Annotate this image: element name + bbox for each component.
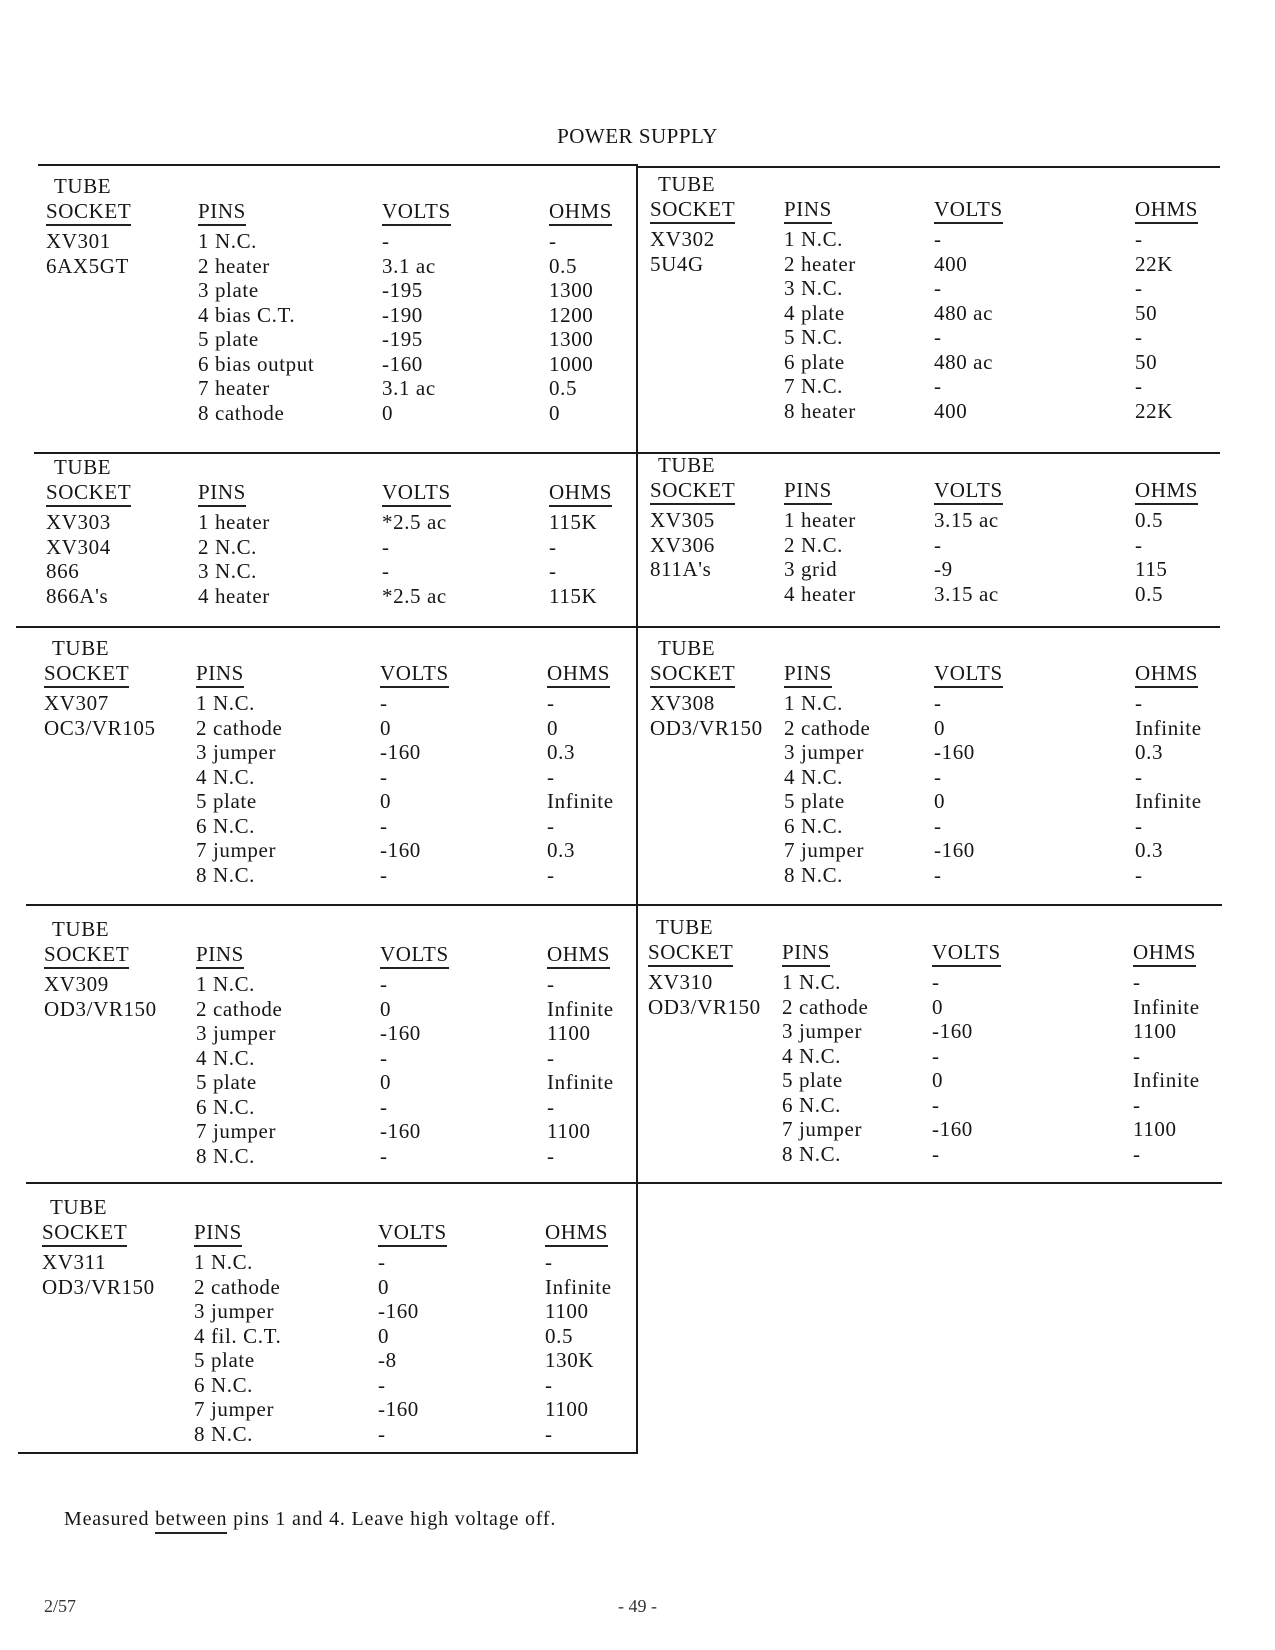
socket-label: OD3/VR150 [650, 715, 763, 740]
volts-cell: -9 [934, 557, 953, 581]
volts-cell: - [934, 227, 942, 251]
footnote-underlined: between [155, 1508, 227, 1534]
ohms-cell: Infinite [547, 789, 614, 813]
ohms-cell: - [1135, 276, 1143, 300]
ohms-cell: - [545, 1250, 553, 1274]
column-divider [636, 164, 638, 1454]
volts-cell: - [932, 1043, 940, 1068]
socket-label: XV307 [44, 691, 109, 715]
volts-cell: - [934, 374, 942, 398]
pin-cell: 2 heater [784, 251, 856, 276]
volts-cell: -160 [932, 1117, 973, 1141]
pin-cell: 7 heater [198, 376, 270, 400]
ohms-cell: - [1133, 970, 1141, 994]
socket-label: 866A's [46, 583, 109, 608]
pins-header: PINS [198, 480, 246, 507]
ohms-cell: 0.3 [547, 740, 576, 764]
tube-header: TUBE [658, 453, 716, 477]
socket-header: SOCKET [44, 661, 129, 688]
volts-cell: - [932, 1092, 940, 1117]
volts-cell: - [934, 532, 942, 557]
ohms-cell: 0.5 [545, 1323, 574, 1348]
ohms-cell: - [547, 862, 555, 887]
socket-label: OD3/VR150 [44, 996, 157, 1021]
ohms-cell: 1100 [545, 1299, 589, 1323]
ohms-cell: 0.3 [547, 838, 576, 862]
pin-cell: 5 plate [194, 1348, 255, 1372]
pins-header: PINS [194, 1220, 242, 1247]
pin-cell: 6 N.C. [782, 1092, 842, 1117]
volts-cell: - [932, 970, 940, 994]
ohms-cell: 0.5 [1135, 508, 1164, 532]
ohms-cell: 1300 [549, 327, 594, 351]
pin-cell: 6 N.C. [196, 1094, 256, 1119]
socket-header: SOCKET [650, 478, 735, 505]
socket-label: OC3/VR105 [44, 715, 156, 740]
pin-cell: 4 heater [784, 581, 856, 606]
pin-cell: 5 plate [196, 789, 257, 813]
pin-cell: 4 N.C. [782, 1043, 842, 1068]
ohms-cell: 50 [1135, 300, 1158, 325]
tube-header: TUBE [52, 917, 110, 941]
volts-cell: 3.15 ac [934, 581, 999, 606]
rule-row1-left [34, 452, 638, 454]
pin-cell: 8 N.C. [196, 1143, 256, 1168]
socket-label: XV309 [44, 972, 109, 996]
volts-cell: 400 [934, 251, 968, 276]
ohms-cell: Infinite [1135, 789, 1202, 813]
pins-header: PINS [784, 478, 832, 505]
volts-cell: - [380, 1143, 388, 1168]
footnote-start: Measured [64, 1508, 156, 1530]
pins-header: PINS [196, 942, 244, 969]
socket-label: XV304 [46, 534, 111, 559]
socket-label: XV311 [42, 1250, 107, 1274]
ohms-cell: 1000 [549, 351, 594, 376]
ohms-cell: 50 [1135, 349, 1158, 374]
socket-label: XV306 [650, 532, 715, 557]
pin-cell: 7 jumper [784, 838, 865, 862]
pin-cell: 4 bias C.T. [198, 302, 296, 327]
ohms-header: OHMS [545, 1220, 608, 1247]
pin-cell: 4 plate [784, 300, 845, 325]
volts-cell: 0 [382, 400, 394, 425]
volts-cell: 0 [378, 1323, 390, 1348]
volts-header: VOLTS [378, 1220, 447, 1247]
volts-cell: 0 [380, 715, 392, 740]
pin-cell: 7 jumper [782, 1117, 863, 1141]
pin-cell: 8 N.C. [194, 1421, 254, 1446]
pin-cell: 6 plate [784, 349, 845, 374]
socket-label: 6AX5GT [46, 253, 129, 278]
tube-header: TUBE [658, 636, 716, 660]
ohms-cell: 115K [549, 583, 598, 608]
ohms-cell: 1100 [1133, 1117, 1177, 1141]
socket-label: XV302 [650, 227, 715, 251]
ohms-cell: 22K [1135, 251, 1173, 276]
socket-header: SOCKET [648, 940, 733, 967]
ohms-cell: Infinite [1133, 994, 1200, 1019]
volts-cell: 0 [380, 789, 392, 813]
ohms-cell: - [1133, 1141, 1141, 1166]
volts-cell: -160 [934, 838, 975, 862]
volts-header: VOLTS [934, 661, 1003, 688]
ohms-cell: - [547, 1094, 555, 1119]
volts-cell: - [382, 559, 390, 583]
volts-cell: 480 ac [934, 349, 993, 374]
rule-bottom [18, 1452, 638, 1454]
pin-cell: 5 plate [784, 789, 845, 813]
pin-cell: 1 N.C. [784, 691, 844, 715]
ohms-cell: 115K [549, 510, 598, 534]
footnote-end: pins 1 and 4. Leave high voltage off. [227, 1508, 557, 1530]
volts-cell: - [932, 1141, 940, 1166]
volts-cell: - [382, 534, 390, 559]
volts-cell: 3.15 ac [934, 508, 999, 532]
ohms-cell: 115 [1135, 557, 1168, 581]
pin-cell: 8 N.C. [196, 862, 256, 887]
socket-header: SOCKET [650, 197, 735, 224]
pin-cell: 7 jumper [196, 838, 277, 862]
volts-cell: - [934, 764, 942, 789]
volts-cell: 3.1 ac [382, 253, 436, 278]
pins-header: PINS [196, 661, 244, 688]
volts-cell: - [380, 764, 388, 789]
volts-cell: -195 [382, 327, 423, 351]
pin-cell: 2 cathode [196, 715, 283, 740]
ohms-cell: - [1133, 1092, 1141, 1117]
ohms-cell: Infinite [547, 1070, 614, 1094]
pin-cell: 3 jumper [782, 1019, 863, 1043]
volts-header: VOLTS [382, 199, 451, 226]
pin-cell: 1 N.C. [196, 691, 256, 715]
volts-cell: - [380, 691, 388, 715]
pin-cell: 2 cathode [784, 715, 871, 740]
page-title: POWER SUPPLY [557, 124, 718, 148]
volts-cell: - [934, 862, 942, 887]
pin-cell: 3 jumper [784, 740, 865, 764]
volts-cell: -160 [932, 1019, 973, 1043]
pin-cell: 6 bias output [198, 351, 315, 376]
pin-cell: 1 heater [784, 508, 856, 532]
volts-cell: - [378, 1250, 386, 1274]
ohms-cell: 1100 [547, 1021, 591, 1045]
ohms-cell: - [547, 1143, 555, 1168]
volts-header: VOLTS [380, 942, 449, 969]
volts-header: VOLTS [934, 197, 1003, 224]
ohms-cell: - [547, 972, 555, 996]
pin-cell: 1 heater [198, 510, 270, 534]
volts-cell: -160 [380, 740, 421, 764]
pin-cell: 6 N.C. [194, 1372, 254, 1397]
pin-cell: 1 N.C. [782, 970, 842, 994]
ohms-cell: 1300 [549, 278, 594, 302]
pin-cell: 6 N.C. [784, 813, 844, 838]
volts-cell: 0 [932, 994, 944, 1019]
ohms-cell: 0.5 [1135, 581, 1164, 606]
volts-cell: -160 [382, 351, 423, 376]
ohms-cell: 0.3 [1135, 838, 1164, 862]
pin-cell: 1 N.C. [194, 1250, 254, 1274]
ohms-header: OHMS [549, 480, 612, 507]
volts-cell: -190 [382, 302, 423, 327]
tube-header: TUBE [54, 174, 112, 198]
socket-header: SOCKET [46, 199, 131, 226]
pins-header: PINS [784, 661, 832, 688]
volts-cell: - [378, 1421, 386, 1446]
socket-label: XV310 [648, 970, 713, 994]
ohms-cell: - [1135, 325, 1143, 349]
volts-cell: - [934, 813, 942, 838]
socket-header: SOCKET [42, 1220, 127, 1247]
ohms-cell: - [547, 691, 555, 715]
pin-cell: 3 jumper [196, 1021, 277, 1045]
volts-cell: - [380, 813, 388, 838]
tube-header: TUBE [54, 455, 112, 479]
tube-header: TUBE [656, 915, 714, 939]
volts-header: VOLTS [934, 478, 1003, 505]
page-number: - 49 - [618, 1596, 657, 1616]
pin-cell: 2 cathode [196, 996, 283, 1021]
pin-cell: 4 fil. C.T. [194, 1323, 282, 1348]
volts-cell: 0 [934, 789, 946, 813]
ohms-cell: Infinite [545, 1274, 612, 1299]
socket-header: SOCKET [44, 942, 129, 969]
volts-cell: - [380, 1094, 388, 1119]
volts-header: VOLTS [932, 940, 1001, 967]
volts-cell: -8 [378, 1348, 397, 1372]
pin-cell: 3 jumper [196, 740, 277, 764]
socket-label: XV305 [650, 508, 715, 532]
ohms-header: OHMS [547, 661, 610, 688]
tube-header: TUBE [658, 172, 716, 196]
pin-cell: 4 N.C. [196, 764, 256, 789]
volts-cell: - [378, 1372, 386, 1397]
rule-row4 [26, 1182, 1222, 1184]
pin-cell: 6 N.C. [196, 813, 256, 838]
volts-cell: -160 [378, 1299, 419, 1323]
socket-label: OD3/VR150 [648, 994, 761, 1019]
ohms-cell: 1100 [547, 1119, 591, 1143]
ohms-cell: Infinite [1133, 1068, 1200, 1092]
volts-cell: 0 [380, 1070, 392, 1094]
socket-label: XV303 [46, 510, 111, 534]
pin-cell: 2 N.C. [198, 534, 258, 559]
volts-cell: 0 [932, 1068, 944, 1092]
tube-header: TUBE [50, 1195, 108, 1219]
volts-cell: -160 [380, 1119, 421, 1143]
volts-cell: -160 [380, 1021, 421, 1045]
pin-cell: 3 N.C. [198, 559, 258, 583]
ohms-cell: - [1135, 691, 1143, 715]
pin-cell: 3 grid [784, 557, 838, 581]
ohms-cell: - [1135, 374, 1143, 398]
ohms-cell: Infinite [1135, 715, 1202, 740]
socket-label: XV301 [46, 229, 111, 253]
volts-cell: -160 [934, 740, 975, 764]
pin-cell: 7 jumper [196, 1119, 277, 1143]
pin-cell: 8 cathode [198, 400, 285, 425]
volts-cell: - [380, 1045, 388, 1070]
volts-cell: 0 [380, 996, 392, 1021]
volts-cell: - [934, 325, 942, 349]
footer-date: 2/57 [44, 1596, 77, 1616]
pin-cell: 5 plate [196, 1070, 257, 1094]
pin-cell: 1 N.C. [196, 972, 256, 996]
ohms-header: OHMS [1135, 478, 1198, 505]
volts-cell: 0 [934, 715, 946, 740]
ohms-cell: - [545, 1372, 553, 1397]
ohms-cell: 1200 [549, 302, 594, 327]
socket-label: 5U4G [650, 251, 704, 276]
pin-cell: 2 cathode [194, 1274, 281, 1299]
ohms-cell: 0.3 [1135, 740, 1164, 764]
volts-cell: 0 [378, 1274, 390, 1299]
volts-cell: 480 ac [934, 300, 993, 325]
socket-header: SOCKET [650, 661, 735, 688]
ohms-cell: - [549, 559, 557, 583]
ohms-cell: 0 [549, 400, 561, 425]
socket-label: XV308 [650, 691, 715, 715]
pin-cell: 1 N.C. [784, 227, 844, 251]
ohms-cell: 130K [545, 1348, 595, 1372]
volts-cell: - [380, 972, 388, 996]
tube-header: TUBE [52, 636, 110, 660]
ohms-cell: 0 [547, 715, 559, 740]
ohms-cell: - [547, 813, 555, 838]
ohms-cell: 22K [1135, 398, 1173, 423]
pin-cell: 7 jumper [194, 1397, 275, 1421]
ohms-cell: - [1135, 532, 1143, 557]
pin-cell: 5 plate [198, 327, 259, 351]
pin-cell: 3 plate [198, 278, 259, 302]
ohms-header: OHMS [1135, 197, 1198, 224]
volts-cell: - [382, 229, 390, 253]
ohms-cell: - [1135, 227, 1143, 251]
ohms-header: OHMS [547, 942, 610, 969]
volts-cell: *2.5 ac [382, 510, 447, 534]
ohms-cell: 0.5 [549, 376, 578, 400]
ohms-cell: - [1135, 813, 1143, 838]
pin-cell: 8 N.C. [782, 1141, 842, 1166]
ohms-header: OHMS [1133, 940, 1196, 967]
ohms-cell: - [549, 534, 557, 559]
ohms-cell: Infinite [547, 996, 614, 1021]
ohms-cell: 1100 [1133, 1019, 1177, 1043]
volts-cell: -160 [380, 838, 421, 862]
socket-label: 811A's [650, 557, 712, 581]
pins-header: PINS [782, 940, 830, 967]
pin-cell: 5 plate [782, 1068, 843, 1092]
volts-cell: 400 [934, 398, 968, 423]
pin-cell: 1 N.C. [198, 229, 258, 253]
socket-label: 866 [46, 559, 80, 583]
pin-cell: 4 N.C. [784, 764, 844, 789]
socket-label: OD3/VR150 [42, 1274, 155, 1299]
ohms-cell: 0.5 [549, 253, 578, 278]
volts-header: VOLTS [380, 661, 449, 688]
pin-cell: 7 N.C. [784, 374, 844, 398]
pin-cell: 4 heater [198, 583, 270, 608]
ohms-cell: - [1135, 764, 1143, 789]
rule-row1-right [638, 452, 1220, 454]
volts-cell: 3.1 ac [382, 376, 436, 400]
pin-cell: 2 heater [198, 253, 270, 278]
pin-cell: 5 N.C. [784, 325, 844, 349]
ohms-cell: - [1133, 1043, 1141, 1068]
pin-cell: 8 N.C. [784, 862, 844, 887]
volts-cell: - [934, 691, 942, 715]
rule-row3 [26, 904, 1222, 906]
pin-cell: 2 N.C. [784, 532, 844, 557]
socket-header: SOCKET [46, 480, 131, 507]
ohms-cell: - [547, 764, 555, 789]
volts-cell: -195 [382, 278, 423, 302]
pin-cell: 3 N.C. [784, 276, 844, 300]
rule-row2 [16, 626, 1220, 628]
volts-header: VOLTS [382, 480, 451, 507]
pin-cell: 3 jumper [194, 1299, 275, 1323]
ohms-cell: - [547, 1045, 555, 1070]
pins-header: PINS [784, 197, 832, 224]
volts-cell: - [380, 862, 388, 887]
rule-top-left [38, 164, 638, 166]
ohms-cell: - [549, 229, 557, 253]
volts-cell: - [934, 276, 942, 300]
ohms-header: OHMS [549, 199, 612, 226]
pin-cell: 4 N.C. [196, 1045, 256, 1070]
pin-cell: 2 cathode [782, 994, 869, 1019]
ohms-cell: - [545, 1421, 553, 1446]
pins-header: PINS [198, 199, 246, 226]
pin-cell: 8 heater [784, 398, 856, 423]
footnote [64, 1508, 556, 1531]
volts-cell: *2.5 ac [382, 583, 447, 608]
rule-top-right [638, 166, 1220, 168]
ohms-cell: - [1135, 862, 1143, 887]
ohms-header: OHMS [1135, 661, 1198, 688]
ohms-cell: 1100 [545, 1397, 589, 1421]
volts-cell: -160 [378, 1397, 419, 1421]
